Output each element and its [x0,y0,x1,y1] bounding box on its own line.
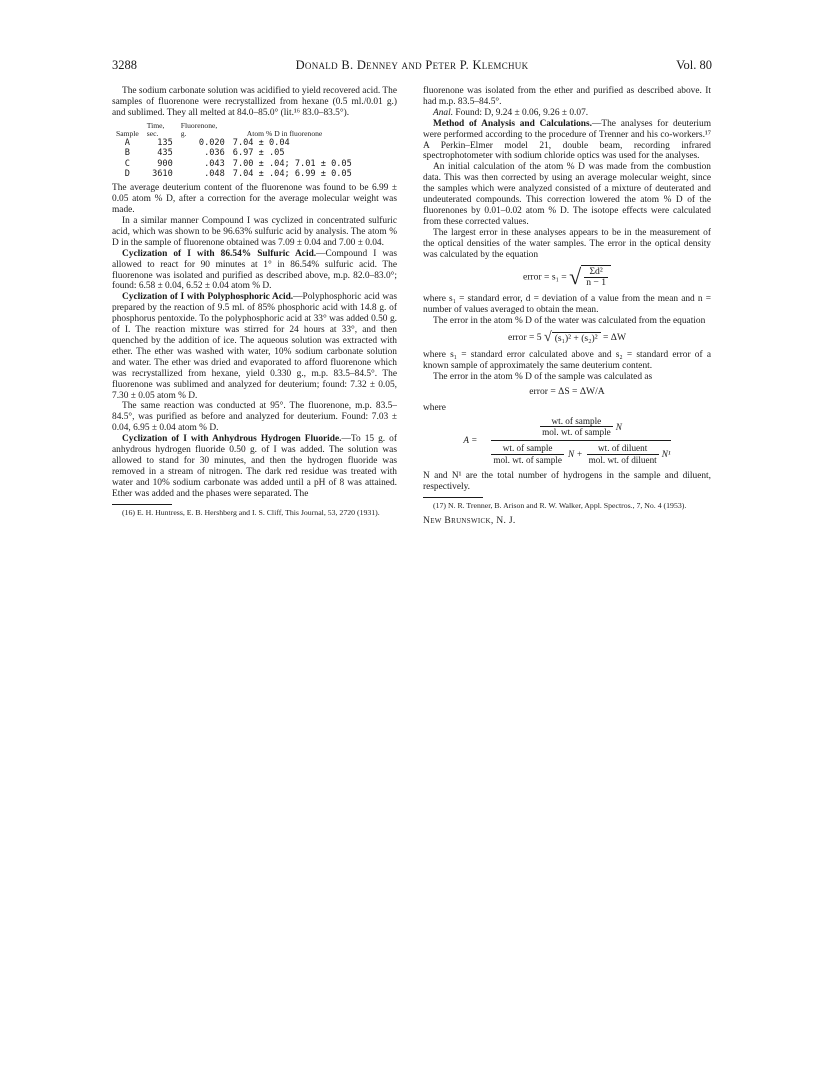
table-cell: C [124,158,130,169]
paragraph [423,119,711,163]
equation-A [423,416,711,467]
table-row [112,159,356,169]
section-heading: Cyclization of I with 86.54% Sulfuric Acid. [122,248,317,259]
radicand: (s₁)² + (s₂)² [552,332,601,345]
table-cell: 435 [157,148,173,159]
equation-lhs: error = 5 [507,332,542,344]
table-row [112,148,356,158]
footnote-separator [112,504,172,505]
right-column [423,86,711,527]
volume-label: Vol. 80 [676,58,712,72]
footnote-17: (17) N. R. Trenner, B. Arison and R. W. Walker, Appl. Spectros., 7, No. 4 (1953). [433,501,687,510]
numerator: wt. of sample [491,443,564,455]
outer-fraction [491,416,670,467]
paragraph [112,249,397,293]
table-cell: .043 [204,158,225,169]
table-cell: D [124,169,130,180]
table-cell: 0.020 [198,138,225,149]
paragraph: where s₁ = standard error calculated above and s₂ = standard error of a known sample of approximately the same deuterium content. [423,350,711,371]
anal-label: Anal. [433,107,454,118]
sqrt [569,265,611,290]
paragraph-text: —To 15 g. of anhydrous hydrogen fluoride 0.50 g. of I was added. The solution was allowed to stand for 30 minutes, and then the hydrogen fluoride was removed in a stream of nitrogen. The dark red residue was treated with water and 10% sodium carbonate was added until a pH of 8 was attained. Ether was added and the phases were separated. The [112,434,397,499]
paragraph: The error in the atom % D of the water was calculated from the equation [433,316,706,327]
paragraph-text: —Polyphosphoric acid was prepared by the reaction of 9.5 ml. of 85% phosphoric acid with 14.8 g. of phosphorus pentoxide. To the polyphosphoric acid at 33° was added 0.50 g. of I. The reaction mixture was stirred for 24 hours at 33°, and then quenched by the addition of ice. The aqueous solution was extracted with ether. The ether was washed with water, 10% sodium carbonate solution and water. The ether was dried and evaporated to afford fluorenone which was recrystallized from hexane, yield 0.330 g., m.p. 83.5–84.5°. The fluorenone was sublimed and analyzed for deuterium; found: 7.32 ± 0.05, 7.30 ± 0.05 atom % D. [112,292,397,401]
equation-lhs: A = [463,435,478,446]
table-header: Atom % D in fluorenone [246,128,323,138]
section-heading: Cyclization of I with Polyphosphoric Acid. [122,292,294,303]
table-cell: .036 [204,148,225,159]
table-header: Sample [116,128,139,138]
table-cell: 3610 [152,169,173,180]
equation-sample-error: error = ΔS = ΔW/A [529,385,605,397]
equation-rhs: = ΔW [603,332,627,344]
paragraph: An initial calculation of the atom % D was made from the combustion data. This was then corrected by using an average molecular weight, since the samples which were analyzed consisted of a mixture of deuterated and undeuterated compounds. This correction lowered the atom % D of the fluorenones by 0.01–0.02 atom % D. The isotope effects were calculated from these corrected values. [423,162,711,227]
paragraph [112,292,397,401]
radical-sign: √ [569,263,582,289]
paragraph: N and N¹ are the total number of hydrogens in the sample and diluent, respectively. [423,471,711,493]
table-cell: 7.00 ± .04; 7.01 ± 0.05 [232,158,352,169]
table-row [112,138,356,148]
denominator: mol. wt. of sample [493,455,562,466]
table-cell: 135 [157,138,173,149]
paragraph: The same reaction was conducted at 95°. The fluorenone, m.p. 83.5–84.5°, was purified as before and analyzed for deuterium. Found: 7.03 ± 0.04, 6.95 ± 0.04 atom % D. [112,401,397,434]
paragraph-text: —Compound I was allowed to react for 90 minutes at 1° in 86.54% sulfuric acid. The fluorenone was isolated and purified as described above, m.p. 82.0–83.0°; found: 6.58 ± 0.04, 6.52 ± 0.04 atom % D. [112,248,397,292]
table-cell: .048 [204,169,225,180]
page-number: 3288 [112,58,137,72]
table-header-row [112,122,356,138]
footnote-16: (16) E. H. Huntress, E. B. Hershberg and I. S. Cliff, This Journal, 53, 2720 (1931). [122,507,380,517]
variable-N: N [615,421,622,432]
table-cell: B [124,148,130,159]
sqrt [544,331,601,345]
outer-denominator [491,440,670,466]
paragraph: fluorenone was isolated from the ether and purified as described above. It had m.p. 83.5–84.5°. [423,86,711,107]
left-column [112,86,397,517]
fraction [581,265,611,290]
table-cell: 7.04 ± .04; 6.99 ± 0.05 [232,169,352,180]
paragraph: The error in the atom % D of the sample was calculated as [433,371,653,382]
paragraph: The sodium carbonate solution was acidified to yield recovered acid. The samples of fluorenone were recrystallized from hexane (0.5 ml./0.01 g.) and sublimed. They all melted at 84.0–85.0° (lit.¹⁶ 83.0–83.5°). [112,86,397,118]
paragraph: The average deuterium content of the fluorenone was found to be 6.99 ± 0.05 atom % D, after a correction for the average molecular weight was made. [112,183,397,216]
numerator: Σd² [584,267,608,279]
paragraph-text: Found: D, 9.24 ± 0.06, 9.26 ± 0.07. [453,107,589,118]
table-cell: A [124,138,130,149]
paragraph [423,108,711,119]
variable-N-plus: N + [567,449,583,460]
paragraph: The largest error in these analyses appears to be in the measurement of the optical densities of the water samples. The error in the optical density was calculated by the equation [423,227,711,260]
section-heading: Cyclization of I with Anhydrous Hydrogen Fluoride. [122,434,342,445]
section-heading: Method of Analysis and Calculations. [433,118,592,129]
paragraph: where [423,402,446,413]
footnote-separator [423,497,483,498]
numerator: wt. of sample [540,416,613,428]
equation-lhs: error = s₁ = [522,271,567,283]
equation-water-error [423,331,711,345]
equation-standard-error [423,265,711,290]
running-head-authors: Donald B. Denney and Peter P. Klemchuk [295,58,529,72]
numerator: wt. of diluent [587,443,659,455]
fraction [540,416,613,439]
denominator: mol. wt. of diluent [588,455,657,466]
big-fraction [463,416,670,467]
table-cell: 7.04 ± 0.04 [232,138,290,149]
fluorenone-table [112,122,356,180]
denominator: mol. wt. of sample [542,427,611,438]
table-cell: 6.97 ± .05 [232,148,285,159]
table-header: Fluorenone, g. [180,120,218,138]
page-header [112,58,712,74]
variable-N1: N¹ [661,449,671,460]
paragraph [112,434,397,499]
table-row [112,169,356,179]
paragraph-text: —The analyses for deuterium were performed according to the procedure of Trenner and his co-workers.¹⁷ A Perkin–Elmer model 21, double beam, recording infrared spectrophotometer with sodium chloride optics was used for the analyses. [423,118,711,162]
affiliation: New Brunswick, N. J. [423,515,516,526]
denominator: n − 1 [586,277,607,289]
fraction [491,443,564,466]
radical-sign: √ [544,330,552,346]
outer-numerator [540,416,622,441]
table-header: Time, sec. [146,120,165,138]
table-cell: 900 [157,158,173,169]
paragraph: where s₁ = standard error, d = deviation of a value from the mean and n = number of values averaged to obtain the mean. [423,294,711,316]
paragraph: In a similar manner Compound I was cyclized in concentrated sulfuric acid, which was shown to be 96.63% sulfuric acid by analysis. The atom % D in the sample of fluorenone obtained was 7.09 ± 0.04 and 7.00 ± 0.04. [112,216,397,248]
fraction [587,443,659,466]
